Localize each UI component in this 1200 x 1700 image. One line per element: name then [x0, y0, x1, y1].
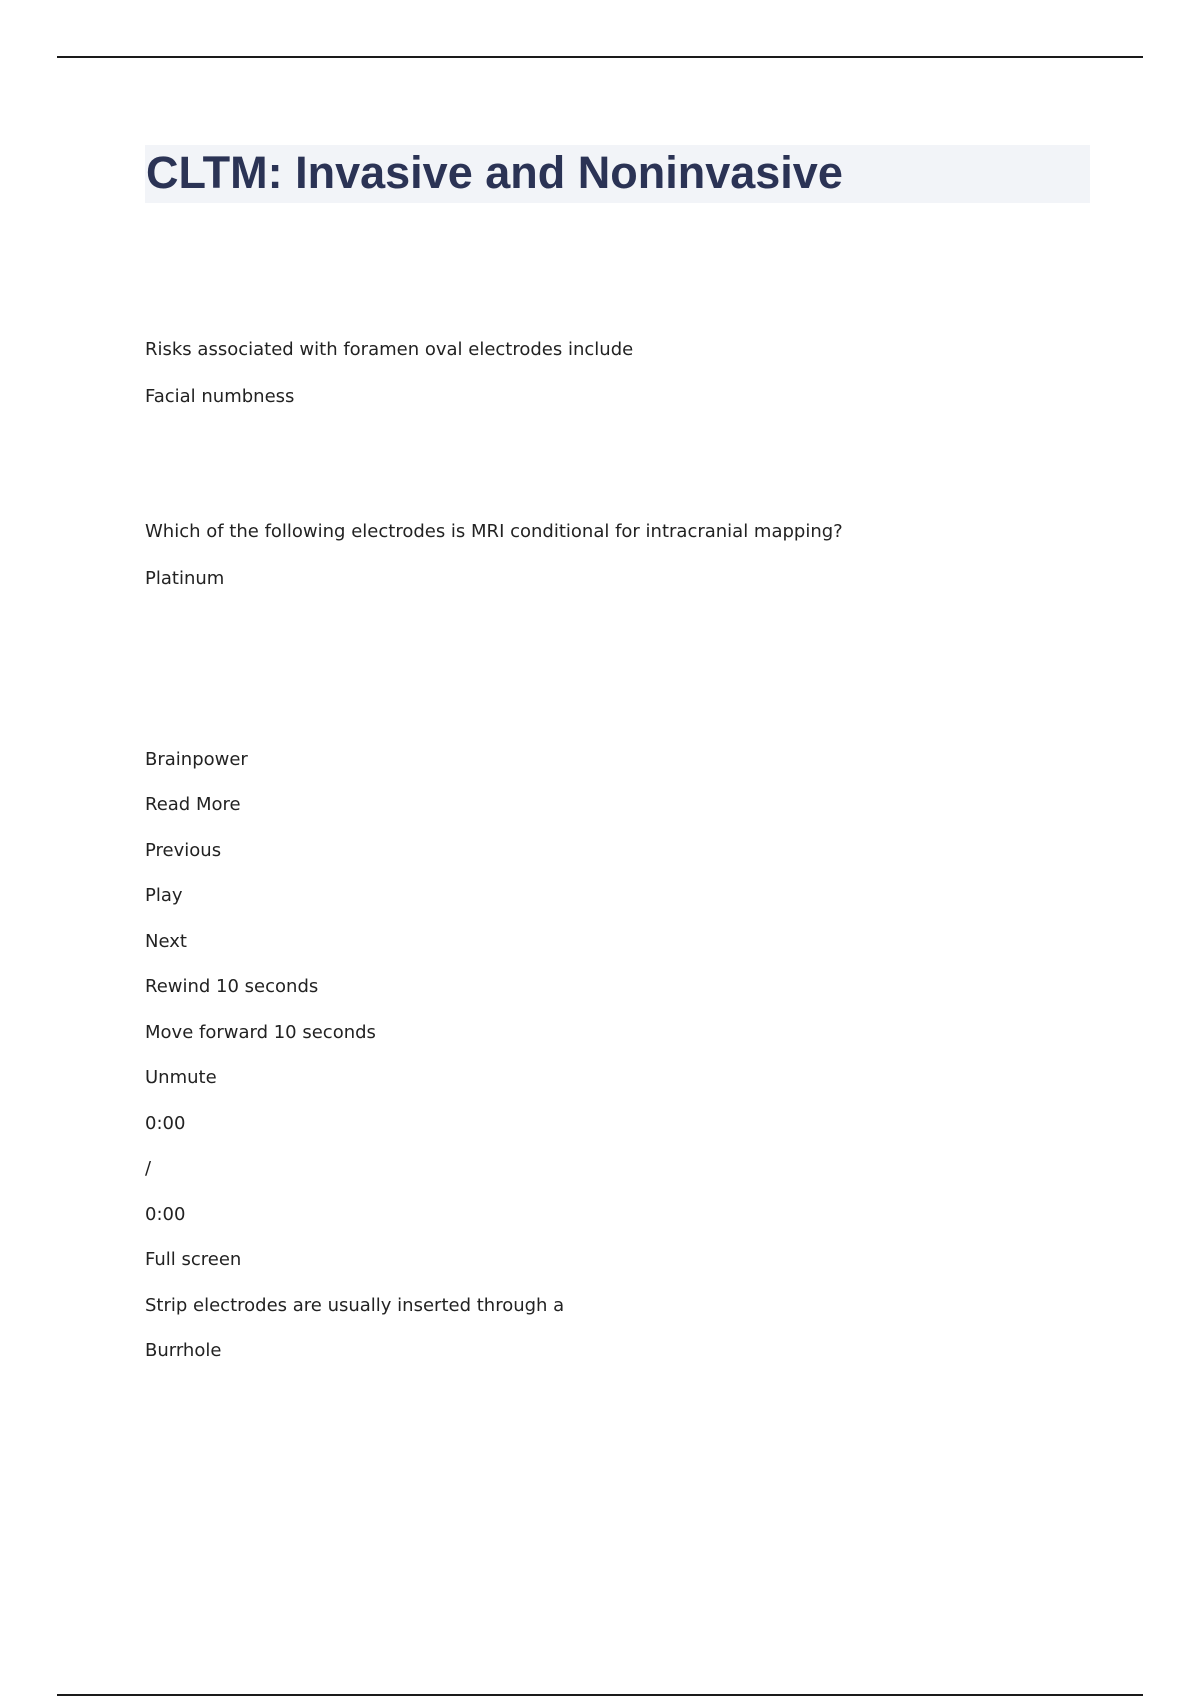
- page-title: CLTM: Invasive and Noninvasive: [146, 147, 843, 198]
- current-time: 0:00: [145, 1113, 186, 1134]
- time-separator: /: [145, 1158, 152, 1179]
- player-brand: Brainpower: [145, 749, 248, 770]
- answer-1: Facial numbness: [145, 386, 295, 407]
- duration: 0:00: [145, 1204, 186, 1225]
- read-more-link[interactable]: Read More: [145, 794, 241, 815]
- question-2: Which of the following electrodes is MRI conditional for intracranial mapping?: [145, 521, 843, 542]
- previous-button[interactable]: Previous: [145, 840, 222, 861]
- answer-2: Platinum: [145, 568, 225, 589]
- bottom-rule: [57, 1694, 1143, 1696]
- top-rule: [57, 56, 1143, 58]
- rewind-button[interactable]: Rewind 10 seconds: [145, 976, 319, 997]
- forward-button[interactable]: Move forward 10 seconds: [145, 1022, 376, 1043]
- play-button[interactable]: Play: [145, 885, 183, 906]
- question-1: Risks associated with foramen oval electrodes include: [145, 339, 634, 360]
- unmute-button[interactable]: Unmute: [145, 1067, 217, 1088]
- fullscreen-button[interactable]: Full screen: [145, 1249, 242, 1270]
- question-3: Strip electrodes are usually inserted through a: [145, 1295, 565, 1316]
- answer-3: Burrhole: [145, 1340, 222, 1361]
- next-button[interactable]: Next: [145, 931, 187, 952]
